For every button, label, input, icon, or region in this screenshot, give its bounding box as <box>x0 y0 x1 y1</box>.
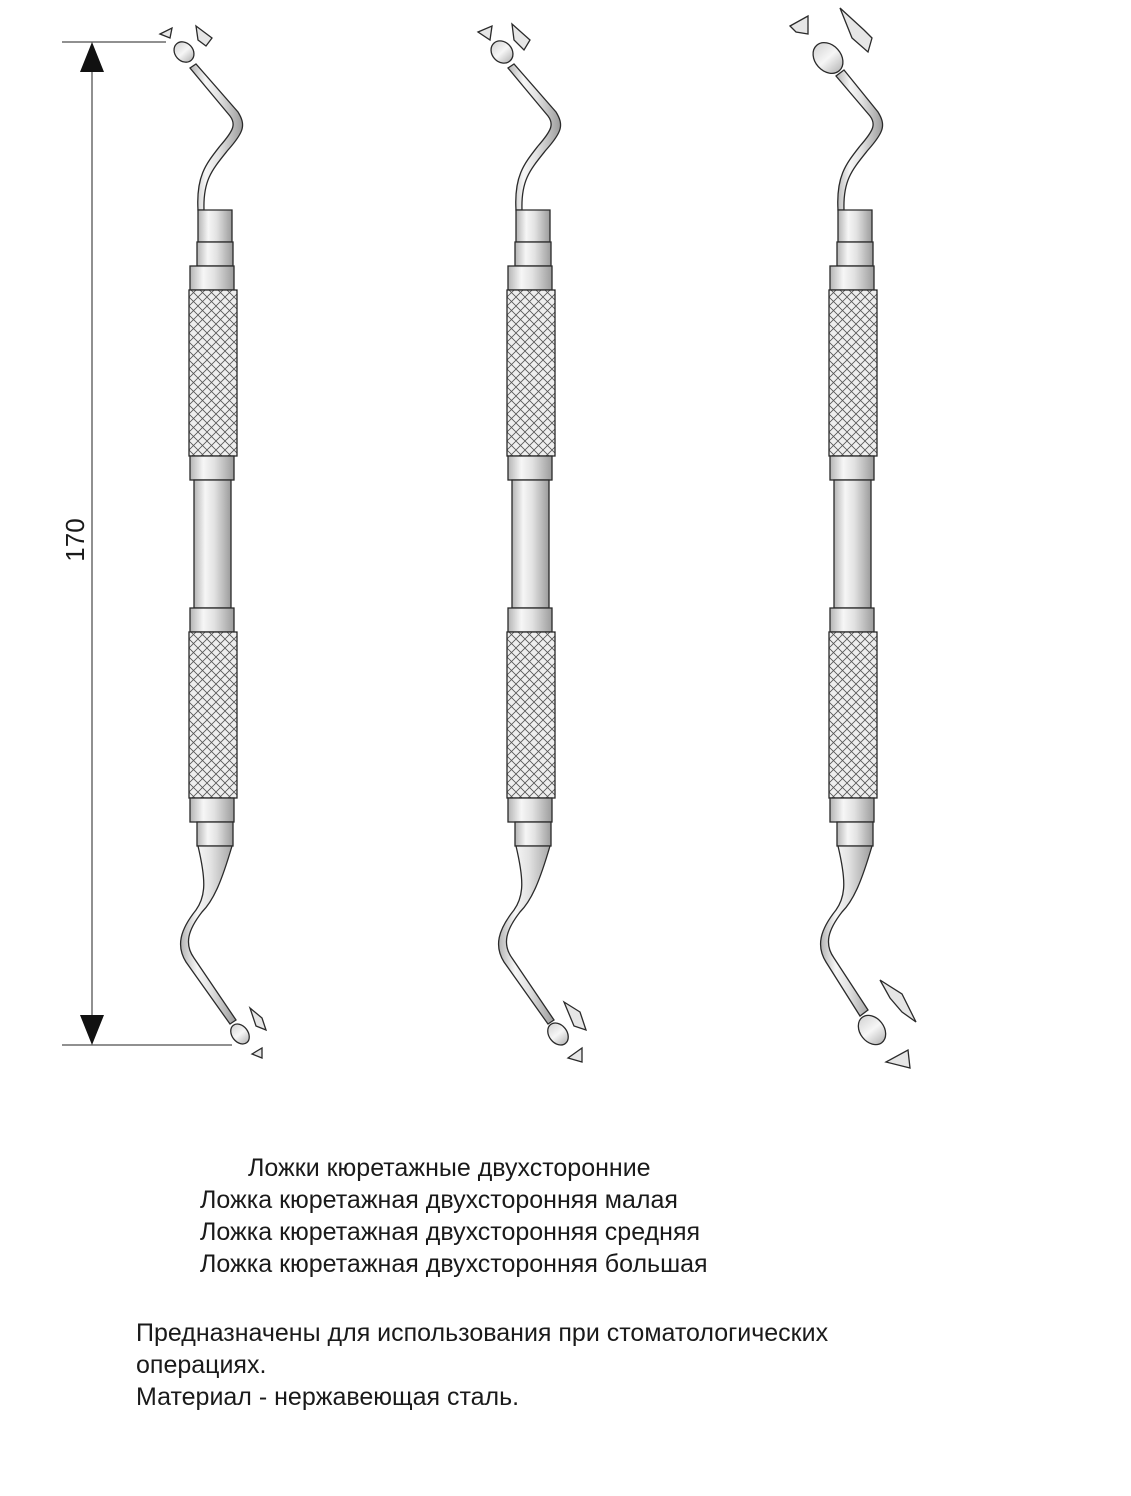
collar-bottom <box>197 822 233 846</box>
caption-title: Ложки кюретажные двухсторонние <box>248 1154 651 1182</box>
ring-top <box>508 266 552 290</box>
knurled-grip-top <box>507 290 555 456</box>
spoon-section-top-a <box>160 28 172 38</box>
spoon-section-bottom-b <box>252 1048 262 1058</box>
instrument-large <box>790 8 916 1068</box>
collar-top <box>515 242 551 266</box>
working-end-top <box>836 70 883 210</box>
description-line-2: операциях. <box>136 1351 267 1379</box>
collar-bottom <box>837 822 873 846</box>
spoon-section-bottom-a <box>880 980 916 1022</box>
spoon-tip-bottom <box>227 1020 253 1047</box>
ring-mid-bottom <box>190 608 234 632</box>
spoon-section-top-a <box>790 16 808 34</box>
ring-top <box>830 266 874 290</box>
description-line-1: Предназначены для использования при стоматологических <box>136 1319 829 1347</box>
ring-mid-top <box>190 456 234 480</box>
spoon-section-bottom-b <box>886 1050 910 1068</box>
dimension-arrow-top <box>80 42 104 72</box>
collar-bottom <box>515 822 551 846</box>
working-end-bottom <box>499 846 554 1024</box>
knurled-grip-top <box>829 290 877 456</box>
instrument-small <box>160 26 266 1058</box>
neck-top <box>838 210 872 242</box>
knurled-grip-top <box>189 290 237 456</box>
shaft <box>512 480 549 608</box>
spoon-section-top-b <box>840 8 872 52</box>
dimension-arrow-bottom <box>80 1015 104 1045</box>
knurled-grip-bottom <box>189 632 237 798</box>
description-line-3: Материал - нержавеющая сталь. <box>136 1383 520 1411</box>
spoon-tip-top <box>170 38 198 66</box>
collar-top <box>197 242 233 266</box>
spoon-tip-top <box>487 36 518 67</box>
spoon-section-top-b <box>512 24 530 50</box>
ring-mid-top <box>830 456 874 480</box>
ring-bottom <box>508 798 552 822</box>
shaft <box>834 480 871 608</box>
instrument-medium <box>478 24 586 1062</box>
spoon-section-top-b <box>196 26 212 46</box>
knurled-grip-bottom <box>829 632 877 798</box>
spoon-tip-bottom <box>853 1010 892 1050</box>
neck-top <box>516 210 550 242</box>
shaft <box>194 480 231 608</box>
spoon-section-bottom-a <box>564 1002 586 1030</box>
working-end-bottom <box>181 846 236 1024</box>
ring-mid-bottom <box>830 608 874 632</box>
collar-top <box>837 242 873 266</box>
ring-mid-top <box>508 456 552 480</box>
caption-medium: Ложка кюретажная двухсторонняя средняя <box>200 1218 701 1246</box>
caption-large: Ложка кюретажная двухсторонняя большая <box>200 1250 708 1278</box>
dimension-label: 170 <box>60 518 90 562</box>
ring-bottom <box>830 798 874 822</box>
spoon-section-top-a <box>478 26 492 40</box>
ring-bottom <box>190 798 234 822</box>
ring-mid-bottom <box>508 608 552 632</box>
caption-small: Ложка кюретажная двухсторонняя малая <box>200 1186 678 1214</box>
spoon-section-bottom-b <box>568 1048 582 1062</box>
spoon-section-bottom-a <box>250 1008 266 1030</box>
neck-top <box>198 210 232 242</box>
ring-top <box>190 266 234 290</box>
working-end-top <box>508 64 561 210</box>
working-end-bottom <box>821 846 872 1016</box>
working-end-top <box>190 64 243 210</box>
knurled-grip-bottom <box>507 632 555 798</box>
